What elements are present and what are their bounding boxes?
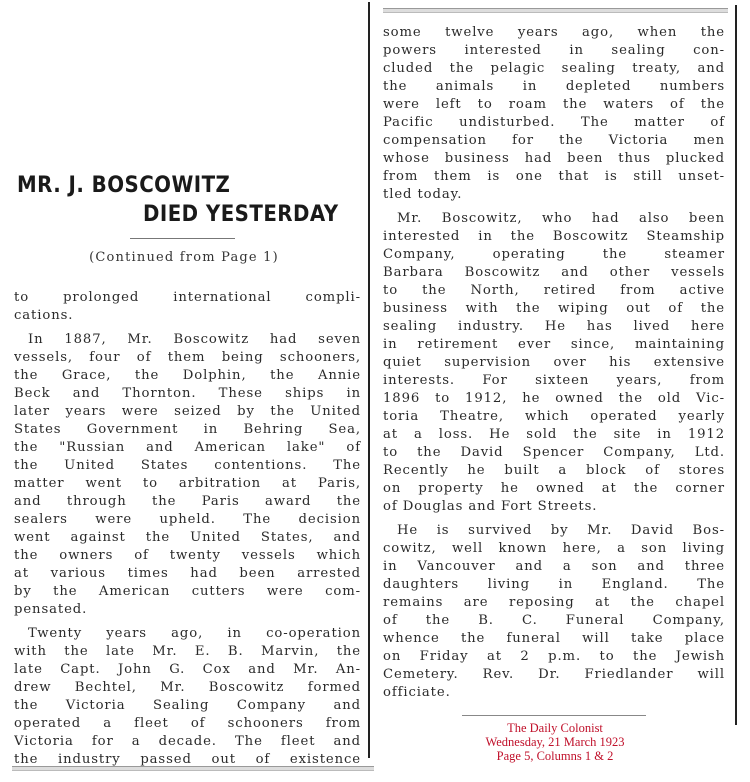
top-rule bbox=[383, 8, 728, 13]
left-column-rule bbox=[368, 2, 370, 758]
text-line: to the North, retired from active bbox=[383, 283, 725, 298]
text-line: business with the wiping out of the bbox=[383, 301, 725, 316]
text-line: whence the funeral will take place bbox=[383, 631, 725, 646]
text-line: Pacific undisturbed. The matter of bbox=[383, 115, 725, 130]
text-line: compensation for the Victoria men bbox=[383, 133, 725, 148]
text-line: of Douglas and Fort Streets. bbox=[383, 499, 598, 514]
source-publication: The Daily Colonist bbox=[507, 721, 603, 735]
text-line: late Capt. John G. Cox and Mr. An- bbox=[14, 662, 361, 677]
text-line: matter went to arbitration at Paris, bbox=[14, 476, 361, 491]
left-column-text bbox=[14, 289, 361, 769]
text-line: interests. For sixteen years, from bbox=[383, 373, 725, 388]
continued-note: (Continued from Page 1) bbox=[89, 250, 279, 265]
headline-line-1: MR. J. BOSCOWITZ bbox=[17, 173, 231, 198]
text-line: to prolonged international compli- bbox=[14, 290, 361, 305]
text-line: In 1887, Mr. Boscowitz had seven bbox=[28, 332, 361, 347]
text-line: Beck and Thornton. These ships in bbox=[14, 386, 361, 401]
text-line: the industry passed out of existence bbox=[14, 752, 361, 767]
text-line: States Government in Behring Sea, bbox=[14, 422, 361, 437]
text-line: daughters living in England. The bbox=[383, 577, 725, 592]
source-date: Wednesday, 21 March 1923 bbox=[485, 735, 625, 749]
text-line: toria Theatre, which operated yearly bbox=[383, 409, 725, 424]
text-line: interested in the Boscowitz Steamship bbox=[383, 229, 725, 244]
right-column-rule bbox=[735, 5, 737, 725]
text-line: in retirement ever since, maintaining bbox=[383, 337, 725, 352]
text-line: and through the Paris award the bbox=[14, 494, 361, 509]
text-line: He is survived by Mr. David Bos- bbox=[397, 523, 725, 538]
text-line: whose business had been thus plucked bbox=[383, 151, 725, 166]
text-line: tled today. bbox=[383, 187, 463, 202]
text-line: remains are reposing at the chapel bbox=[383, 595, 725, 610]
text-line: quiet supervision over his extensive bbox=[383, 355, 725, 370]
text-line: on property he owned at the corner bbox=[383, 481, 725, 496]
text-line: the "Russian and American lake" of bbox=[14, 440, 361, 455]
text-line: were left to roam the waters of the bbox=[383, 97, 725, 112]
text-line: Cemetery. Rev. Dr. Friedlander will bbox=[383, 667, 725, 682]
text-line: went against the United States, and bbox=[14, 530, 361, 545]
text-line: sealing industry. He has lived here bbox=[383, 319, 725, 334]
text-line: drew Bechtel, Mr. Boscowitz formed bbox=[14, 680, 361, 695]
source-location: Page 5, Columns 1 & 2 bbox=[496, 749, 614, 763]
text-line: on Friday at 2 p.m. to the Jewish bbox=[383, 649, 725, 664]
text-line: cations. bbox=[14, 308, 74, 323]
text-line: in Vancouver and a son and three bbox=[383, 559, 725, 574]
text-line: the animals in depleted numbers bbox=[383, 79, 725, 94]
headline-line-2: DIED YESTERDAY bbox=[143, 202, 339, 227]
headline-divider bbox=[130, 238, 235, 239]
text-line: vessels, four of them being schooners, bbox=[14, 350, 361, 365]
text-line: to the David Spencer Company, Ltd. bbox=[383, 445, 725, 460]
text-line: operated a fleet of schooners from bbox=[14, 716, 361, 731]
text-line: Victoria for a decade. The fleet and bbox=[14, 734, 361, 749]
text-line: cowitz, well known here, a son living bbox=[383, 541, 725, 556]
text-line: powers interested in sealing con- bbox=[383, 43, 725, 58]
text-line: Mr. Boscowitz, who had also been bbox=[397, 211, 725, 226]
source-divider bbox=[462, 715, 646, 716]
text-line: sealers were upheld. The decision bbox=[14, 512, 361, 527]
text-line: of the B. C. Funeral Company, bbox=[383, 613, 725, 628]
text-line: with the late Mr. E. B. Marvin, the bbox=[14, 644, 361, 659]
text-line: by the American cutters were com- bbox=[14, 584, 361, 599]
text-line: Twenty years ago, in co-operation bbox=[28, 626, 361, 641]
text-line: Company, operating the steamer bbox=[383, 247, 725, 262]
text-line: the United States contentions. The bbox=[14, 458, 361, 473]
text-line: Recently he built a block of stores bbox=[383, 463, 725, 478]
text-line: 1896 to 1912, he owned the old Vic- bbox=[383, 391, 725, 406]
text-line: at various times had been arrested bbox=[14, 566, 361, 581]
text-line: pensated. bbox=[14, 602, 88, 617]
text-line: later years were seized by the United bbox=[14, 404, 361, 419]
text-line: the Grace, the Dolphin, the Annie bbox=[14, 368, 361, 383]
right-column-text bbox=[383, 24, 725, 702]
text-line: the Victoria Sealing Company and bbox=[14, 698, 361, 713]
text-line: cluded the pelagic sealing treaty, and bbox=[383, 61, 725, 76]
text-line: the owners of twenty vessels which bbox=[14, 548, 361, 563]
text-line: officiate. bbox=[383, 685, 451, 700]
text-line: from them is one that is still unset- bbox=[383, 169, 725, 184]
text-line: some twelve years ago, when the bbox=[383, 25, 725, 40]
text-line: Barbara Boscowitz and other vessels bbox=[383, 265, 725, 280]
text-line: at a loss. He sold the site in 1912 bbox=[383, 427, 725, 442]
